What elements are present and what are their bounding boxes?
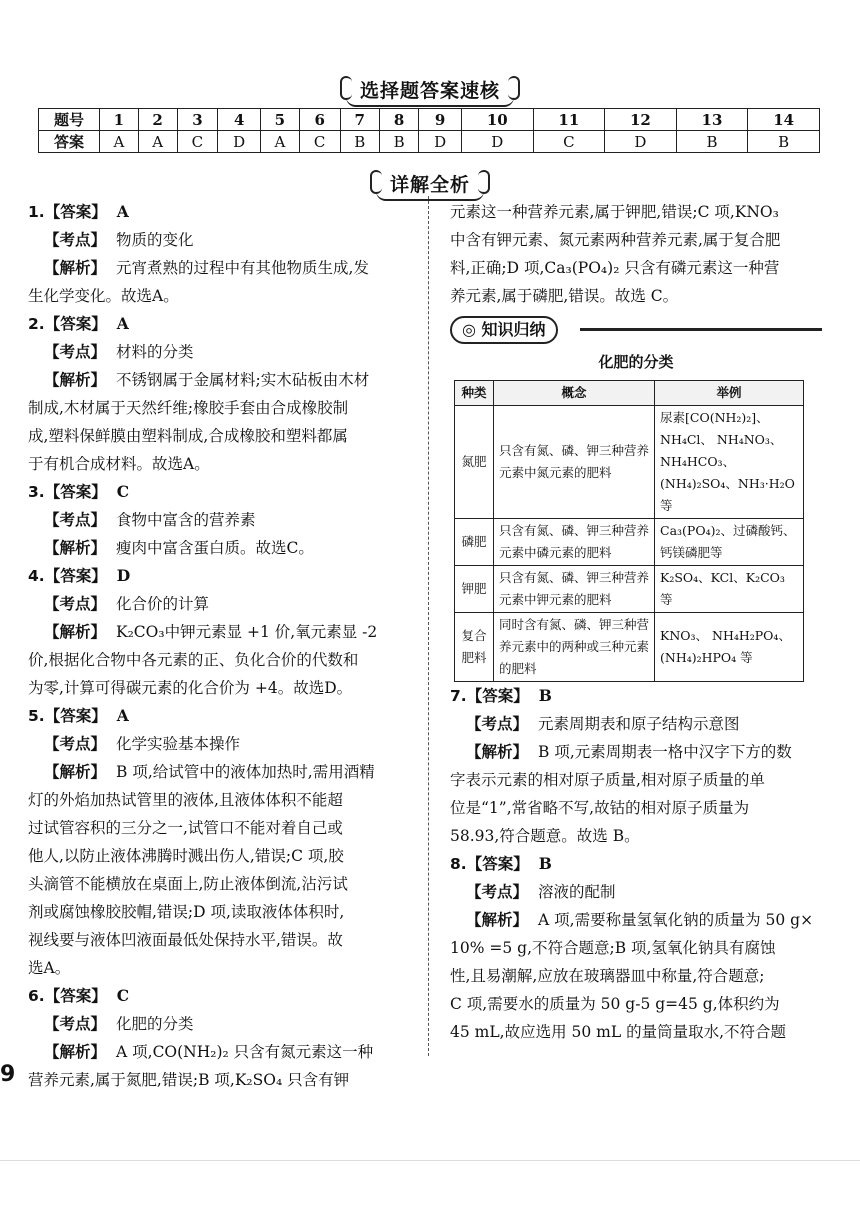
analysis-line bbox=[28, 1038, 420, 1066]
analysis-block bbox=[450, 738, 822, 850]
fertilizer-example: K₂SO₄、KCl、K₂CO₃ 等 bbox=[655, 566, 804, 613]
point-tag: 【考点】 bbox=[44, 343, 107, 361]
answer-line bbox=[450, 850, 822, 878]
analysis-line bbox=[28, 282, 420, 310]
knowledge-rule bbox=[580, 328, 822, 331]
answer-tag: 【答案】 bbox=[44, 567, 107, 585]
question-number-cell: 1 bbox=[100, 109, 139, 131]
fertilizer-concept: 只含有氮、磷、钾三种营养元素中钾元素的肥料 bbox=[494, 566, 655, 613]
analysis-text: 性,且易潮解,应放在玻璃器皿中称量,符合题意; bbox=[450, 967, 765, 985]
question-6-continued bbox=[450, 198, 822, 310]
analysis-tag: 【解析】 bbox=[466, 911, 529, 929]
analysis-line bbox=[450, 1018, 822, 1046]
row-label-answer: 答案 bbox=[39, 131, 100, 153]
answer-cell: C bbox=[533, 131, 605, 153]
question-number: 3. bbox=[28, 483, 45, 501]
quick-check-title: 选择题答案速核 bbox=[346, 74, 514, 107]
question-8 bbox=[450, 850, 822, 1046]
question-6 bbox=[28, 982, 420, 1094]
analysis-text: 头滴管不能横放在桌面上,防止液体倒流,沾污试 bbox=[28, 875, 348, 893]
analysis-line bbox=[28, 254, 420, 282]
point-value: 物质的变化 bbox=[116, 231, 194, 249]
answer-tag: 【答案】 bbox=[44, 203, 107, 221]
fertilizer-concept: 只含有氮、磷、钾三种营养元素中氮元素的肥料 bbox=[494, 406, 655, 519]
detailed-analysis-title: 详解全析 bbox=[376, 168, 484, 201]
point-value: 化学实验基本操作 bbox=[116, 735, 241, 753]
analysis-text: 10% =5 g,不符合题意;B 项,氢氧化钠具有腐蚀 bbox=[450, 939, 776, 957]
answer-line bbox=[28, 198, 420, 226]
fertilizer-row bbox=[455, 406, 804, 519]
point-value: 食物中富含的营养素 bbox=[116, 511, 256, 529]
answer-line bbox=[28, 478, 420, 506]
point-line bbox=[28, 730, 420, 758]
question-number-cell: 10 bbox=[461, 109, 533, 131]
analysis-text: 58.93,符合题意。故选 B。 bbox=[450, 827, 640, 845]
answer-tag: 【答案】 bbox=[44, 707, 107, 725]
answer-value: A bbox=[116, 314, 129, 333]
analysis-block bbox=[28, 618, 420, 702]
fertilizer-concept: 同时含有氮、磷、钾三种营养元素中的两种或三种元素的肥料 bbox=[494, 613, 655, 682]
point-line bbox=[28, 338, 420, 366]
point-tag: 【考点】 bbox=[44, 595, 107, 613]
answer-tag: 【答案】 bbox=[466, 855, 529, 873]
question-number-cell: 13 bbox=[676, 109, 748, 131]
question-number-row bbox=[39, 109, 820, 131]
fertilizer-kind: 钾肥 bbox=[455, 566, 494, 613]
analysis-tag: 【解析】 bbox=[44, 371, 107, 389]
analysis-block bbox=[28, 534, 420, 562]
answer-cell: A bbox=[100, 131, 139, 153]
analysis-line bbox=[28, 450, 420, 478]
question-number-cell: 6 bbox=[299, 109, 340, 131]
analysis-line bbox=[28, 842, 420, 870]
point-value: 化肥的分类 bbox=[116, 1015, 194, 1033]
analysis-block bbox=[28, 1038, 420, 1094]
analysis-block bbox=[28, 758, 420, 982]
analysis-text: B 项,元素周期表一格中汉字下方的数 bbox=[538, 743, 792, 761]
fertilizer-kind: 复合肥料 bbox=[455, 613, 494, 682]
analysis-line bbox=[28, 618, 420, 646]
point-value: 溶液的配制 bbox=[538, 883, 616, 901]
analysis-text: 于有机合成材料。故选A。 bbox=[28, 455, 210, 473]
analysis-line bbox=[28, 422, 420, 450]
analysis-line bbox=[450, 766, 822, 794]
analysis-text: 价,根据化合物中各元素的正、负化合价的代数和 bbox=[28, 651, 359, 669]
analysis-text: C 项,需要水的质量为 50 g-5 g=45 g,体积约为 bbox=[450, 995, 780, 1013]
column-divider bbox=[428, 196, 429, 1056]
analysis-text: 制成,木材属于天然纤维;橡胶手套由合成橡胶制 bbox=[28, 399, 349, 417]
analysis-block bbox=[28, 254, 420, 310]
analysis-line bbox=[28, 786, 420, 814]
analysis-tag: 【解析】 bbox=[44, 1043, 107, 1061]
question-number-cell: 2 bbox=[138, 109, 177, 131]
answer-value: C bbox=[116, 986, 130, 1005]
fertilizer-example: Ca₃(PO₄)₂、过磷酸钙、钙镁磷肥等 bbox=[655, 519, 804, 566]
analysis-line: 料,正确;D 项,Ca₃(PO₄)₂ 只含有磷元素这一种营 bbox=[450, 259, 780, 277]
question-number: 6. bbox=[28, 987, 45, 1005]
analysis-line bbox=[450, 794, 822, 822]
question-number-cell: 14 bbox=[748, 109, 820, 131]
question-number: 1. bbox=[28, 203, 45, 221]
analysis-text: 过试管容积的三分之一,试管口不能对着自己或 bbox=[28, 819, 343, 837]
question-4 bbox=[28, 562, 420, 702]
point-value: 化合价的计算 bbox=[116, 595, 210, 613]
footer-rule bbox=[0, 1160, 860, 1161]
question-number: 7. bbox=[450, 687, 467, 705]
answer-line bbox=[450, 682, 822, 710]
answer-value: C bbox=[116, 482, 130, 501]
answer-line bbox=[28, 310, 420, 338]
fertilizer-table-header bbox=[455, 381, 804, 406]
analysis-line bbox=[28, 814, 420, 842]
knowledge-tab bbox=[450, 316, 558, 344]
analysis-text: 成,塑料保鲜膜由塑料制成,合成橡胶和塑料都属 bbox=[28, 427, 348, 445]
analysis-line: 养元素,属于磷肥,错误。故选 C。 bbox=[450, 287, 679, 305]
answer-line bbox=[28, 702, 420, 730]
question-3 bbox=[28, 478, 420, 562]
analysis-tag: 【解析】 bbox=[44, 539, 107, 557]
header-concept: 概念 bbox=[494, 381, 655, 406]
analysis-text: 剂或腐蚀橡胶胶帽,错误;D 项,读取液体体积时, bbox=[28, 903, 345, 921]
knowledge-title: 化肥的分类 bbox=[598, 353, 674, 371]
analysis-text: K₂CO₃中钾元素显 +1 价,氧元素显 -2 bbox=[116, 623, 378, 641]
analysis-tag: 【解析】 bbox=[44, 763, 107, 781]
analysis-line bbox=[450, 822, 822, 850]
analysis-line bbox=[28, 534, 420, 562]
point-tag: 【考点】 bbox=[44, 735, 107, 753]
right-column bbox=[450, 198, 822, 1046]
answer-value: A bbox=[116, 202, 129, 221]
fertilizer-kind: 磷肥 bbox=[455, 519, 494, 566]
question-1 bbox=[28, 198, 420, 310]
analysis-text: 选A。 bbox=[28, 959, 71, 977]
analysis-text: 字表示元素的相对原子质量,相对原子质量的单 bbox=[450, 771, 765, 789]
row-label-number: 题号 bbox=[39, 109, 100, 131]
header-example: 举例 bbox=[655, 381, 804, 406]
answer-cell: D bbox=[419, 131, 462, 153]
answer-value: B bbox=[538, 854, 552, 873]
answer-cell: B bbox=[676, 131, 748, 153]
answer-tag: 【答案】 bbox=[44, 315, 107, 333]
question-number: 8. bbox=[450, 855, 467, 873]
question-number-cell: 11 bbox=[533, 109, 605, 131]
analysis-tag: 【解析】 bbox=[466, 743, 529, 761]
knowledge-tab-label: 知识归纳 bbox=[481, 320, 546, 339]
question-number-cell: 3 bbox=[177, 109, 218, 131]
point-line bbox=[28, 226, 420, 254]
point-line bbox=[28, 506, 420, 534]
analysis-text: 生化学变化。故选A。 bbox=[28, 287, 179, 305]
point-tag: 【考点】 bbox=[44, 511, 107, 529]
question-number: 2. bbox=[28, 315, 45, 333]
analysis-block bbox=[450, 906, 822, 1046]
analysis-text: 营养元素,属于氮肥,错误;B 项,K₂SO₄ 只含有钾 bbox=[28, 1071, 350, 1089]
analysis-line: 元素这一种营养元素,属于钾肥,错误;C 项,KNO₃ bbox=[450, 203, 779, 221]
fertilizer-row bbox=[455, 566, 804, 613]
answer-cell: D bbox=[605, 131, 677, 153]
answer-line bbox=[28, 562, 420, 590]
analysis-tag: 【解析】 bbox=[44, 259, 107, 277]
analysis-block bbox=[28, 366, 420, 478]
analysis-line: 中含有钾元素、氮元素两种营养元素,属于复合肥 bbox=[450, 231, 781, 249]
analysis-text: 灯的外焰加热试管里的液体,且液体体积不能超 bbox=[28, 791, 343, 809]
analysis-line bbox=[28, 394, 420, 422]
point-line bbox=[28, 1010, 420, 1038]
answer-tag: 【答案】 bbox=[44, 483, 107, 501]
quick-answer-table bbox=[38, 108, 820, 153]
analysis-line bbox=[450, 962, 822, 990]
fertilizer-row bbox=[455, 613, 804, 682]
analysis-text: B 项,给试管中的液体加热时,需用酒精 bbox=[116, 763, 375, 781]
analysis-line bbox=[450, 906, 822, 934]
question-number-cell: 4 bbox=[218, 109, 261, 131]
answer-cell: D bbox=[218, 131, 261, 153]
fertilizer-row bbox=[455, 519, 804, 566]
answer-cell: C bbox=[177, 131, 218, 153]
page-number: 9 bbox=[0, 1062, 16, 1087]
analysis-text: 45 mL,故应选用 50 mL 的量筒量取水,不符合题 bbox=[450, 1023, 786, 1041]
question-number: 5. bbox=[28, 707, 45, 725]
fertilizer-concept: 只含有氮、磷、钾三种营养元素中磷元素的肥料 bbox=[494, 519, 655, 566]
answer-cell: B bbox=[379, 131, 418, 153]
analysis-line bbox=[28, 926, 420, 954]
left-column bbox=[28, 198, 420, 1094]
answer-row bbox=[39, 131, 820, 153]
fertilizer-example: KNO₃、 NH₄H₂PO₄、(NH₄)₂HPO₄ 等 bbox=[655, 613, 804, 682]
point-tag: 【考点】 bbox=[44, 1015, 107, 1033]
analysis-text: 他人,以防止液体沸腾时溅出伤人,错误;C 项,胶 bbox=[28, 847, 344, 865]
point-tag: 【考点】 bbox=[44, 231, 107, 249]
analysis-line bbox=[450, 738, 822, 766]
analysis-text: 瘦肉中富含蛋白质。故选C。 bbox=[116, 539, 314, 557]
analysis-text: 元宵煮熟的过程中有其他物质生成,发 bbox=[116, 259, 369, 277]
analysis-line bbox=[450, 934, 822, 962]
analysis-text: A 项,CO(NH₂)₂ 只含有氮元素这一种 bbox=[116, 1043, 374, 1061]
answer-cell: B bbox=[748, 131, 820, 153]
analysis-line bbox=[450, 990, 822, 1018]
answer-value: B bbox=[538, 686, 552, 705]
question-number-cell: 9 bbox=[419, 109, 462, 131]
question-number-cell: 5 bbox=[260, 109, 299, 131]
analysis-line bbox=[28, 758, 420, 786]
answer-cell: A bbox=[260, 131, 299, 153]
answer-tag: 【答案】 bbox=[466, 687, 529, 705]
analysis-line bbox=[28, 898, 420, 926]
question-2 bbox=[28, 310, 420, 478]
answer-tag: 【答案】 bbox=[44, 987, 107, 1005]
question-5 bbox=[28, 702, 420, 982]
analysis-text: 视线要与液体凹液面最低处保持水平,错误。故 bbox=[28, 931, 343, 949]
point-line bbox=[28, 590, 420, 618]
analysis-text: 位是“1”,常省略不写,故钴的相对原子质量为 bbox=[450, 799, 750, 817]
question-number: 4. bbox=[28, 567, 45, 585]
point-value: 元素周期表和原子结构示意图 bbox=[538, 715, 740, 733]
point-line bbox=[450, 878, 822, 906]
answer-cell: C bbox=[299, 131, 340, 153]
answer-cell: D bbox=[461, 131, 533, 153]
point-tag: 【考点】 bbox=[466, 883, 529, 901]
point-value: 材料的分类 bbox=[116, 343, 194, 361]
analysis-line bbox=[28, 646, 420, 674]
answer-value: A bbox=[116, 706, 129, 725]
fertilizer-example: 尿素[CO(NH₂)₂]、NH₄Cl、 NH₄NO₃、NH₄HCO₃、(NH₄)₂SO₄、NH₃·H₂O 等 bbox=[655, 406, 804, 519]
answer-cell: A bbox=[138, 131, 177, 153]
fertilizer-table bbox=[454, 380, 804, 682]
analysis-line bbox=[28, 954, 420, 982]
fertilizer-kind: 氮肥 bbox=[455, 406, 494, 519]
analysis-line bbox=[28, 870, 420, 898]
analysis-line bbox=[28, 674, 420, 702]
knowledge-section bbox=[450, 310, 822, 682]
header-kind: 种类 bbox=[455, 381, 494, 406]
answer-line bbox=[28, 982, 420, 1010]
target-icon: ◎ bbox=[462, 320, 476, 339]
point-tag: 【考点】 bbox=[466, 715, 529, 733]
analysis-text: 为零,计算可得碳元素的化合价为 +4。故选D。 bbox=[28, 679, 353, 697]
question-number-cell: 7 bbox=[340, 109, 379, 131]
analysis-line bbox=[28, 366, 420, 394]
analysis-line bbox=[28, 1066, 420, 1094]
answer-cell: B bbox=[340, 131, 379, 153]
analysis-text: 不锈钢属于金属材料;实木砧板由木材 bbox=[116, 371, 370, 389]
question-number-cell: 8 bbox=[379, 109, 418, 131]
question-7 bbox=[450, 682, 822, 850]
analysis-text: A 项,需要称量氢氧化钠的质量为 50 g× bbox=[538, 911, 814, 929]
analysis-tag: 【解析】 bbox=[44, 623, 107, 641]
answer-value: D bbox=[116, 566, 131, 585]
point-line bbox=[450, 710, 822, 738]
question-number-cell: 12 bbox=[605, 109, 677, 131]
